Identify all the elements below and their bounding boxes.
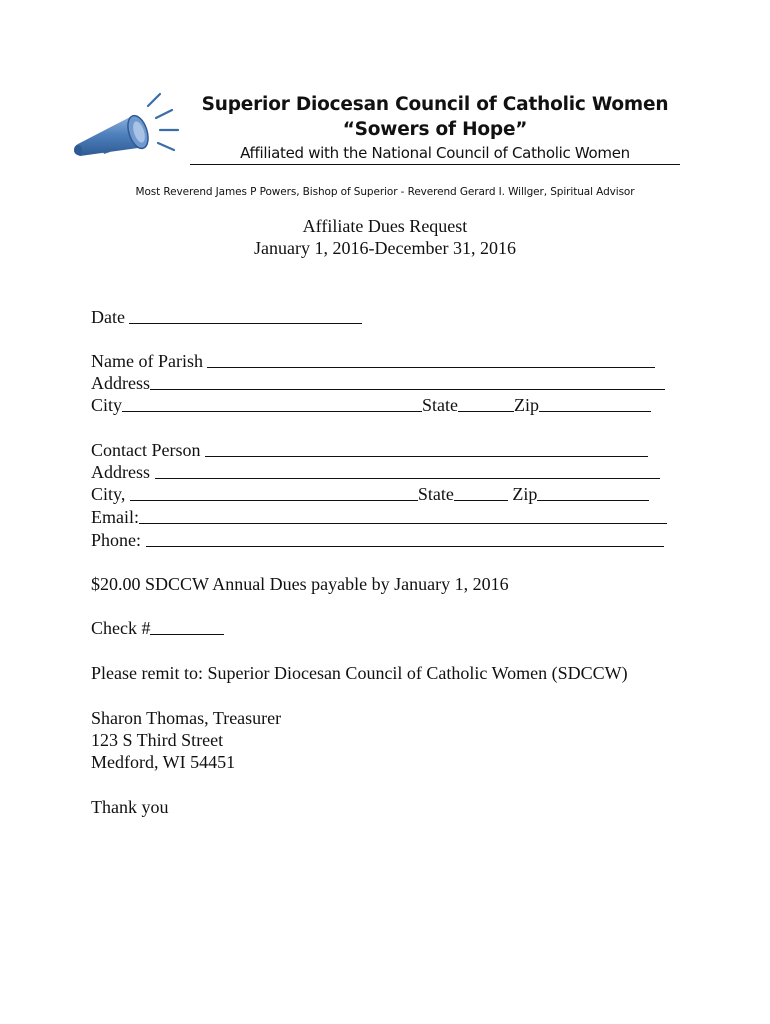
contact-email-field[interactable] (139, 506, 667, 524)
contact-address-field[interactable] (155, 461, 660, 479)
contact-city-field[interactable] (130, 483, 418, 501)
parish-state-label: State (422, 395, 459, 415)
contact-zip-field[interactable] (537, 483, 649, 501)
form-period: January 1, 2016-December 31, 2016 (254, 238, 516, 258)
organization-name: Superior Diocesan Council of Catholic Women (201, 94, 669, 115)
contact-city-label: City, (91, 484, 126, 504)
dues-statement: $20.00 SDCCW Annual Dues payable by January 1, 2016 (91, 574, 509, 594)
date-label: Date (91, 307, 125, 327)
parish-city-field[interactable] (122, 394, 422, 412)
parish-address-row (91, 372, 665, 394)
parish-state-field[interactable] (458, 394, 514, 412)
date-field[interactable] (129, 306, 362, 324)
parish-name-label: Name of Parish (91, 351, 203, 371)
treasurer-street: 123 S Third Street (91, 730, 224, 750)
affiliation-text: Affiliated with the National Council of Catholic Women (240, 144, 630, 162)
parish-city-row (91, 394, 651, 416)
parish-city-label: City (91, 395, 123, 415)
parish-address-label: Address (91, 373, 150, 393)
organization-motto: “Sowers of Hope” (342, 119, 528, 140)
parish-name-field[interactable] (207, 350, 655, 368)
contact-person-field[interactable] (205, 439, 648, 457)
contact-phone-label: Phone: (91, 530, 142, 550)
contact-address-row (91, 461, 660, 483)
contact-state-field[interactable] (454, 483, 508, 501)
contact-address-label: Address (91, 462, 150, 482)
clergy-line: Most Reverend James P Powers, Bishop of Superior - Reverend Gerard I. Willger, Spiritual Advisor (135, 186, 635, 198)
date-row (91, 306, 362, 328)
treasurer-city-state-zip: Medford, WI 54451 (91, 752, 236, 772)
contact-email-row (91, 506, 667, 528)
megaphone-icon (70, 88, 185, 168)
parish-address-field[interactable] (150, 372, 665, 390)
contact-person-row (91, 439, 648, 461)
form-title: Affiliate Dues Request (302, 216, 468, 236)
closing-text: Thank you (91, 797, 169, 817)
header-divider (190, 164, 680, 165)
parish-zip-label: Zip (514, 395, 540, 415)
check-number-field[interactable] (150, 617, 224, 635)
parish-name-row (91, 350, 655, 372)
contact-person-label: Contact Person (91, 440, 201, 460)
contact-city-row (91, 483, 649, 505)
remit-statement: Please remit to: Superior Diocesan Council of Catholic Women (SDCCW) (91, 663, 628, 683)
treasurer-name: Sharon Thomas, Treasurer (91, 708, 282, 728)
parish-zip-field[interactable] (539, 394, 651, 412)
contact-email-label: Email: (91, 507, 139, 527)
check-label: Check # (91, 618, 151, 638)
contact-zip-label: Zip (512, 484, 538, 504)
contact-phone-field[interactable] (146, 529, 664, 547)
contact-phone-row (91, 529, 664, 551)
check-row (91, 617, 224, 639)
contact-state-label: State (417, 484, 454, 504)
